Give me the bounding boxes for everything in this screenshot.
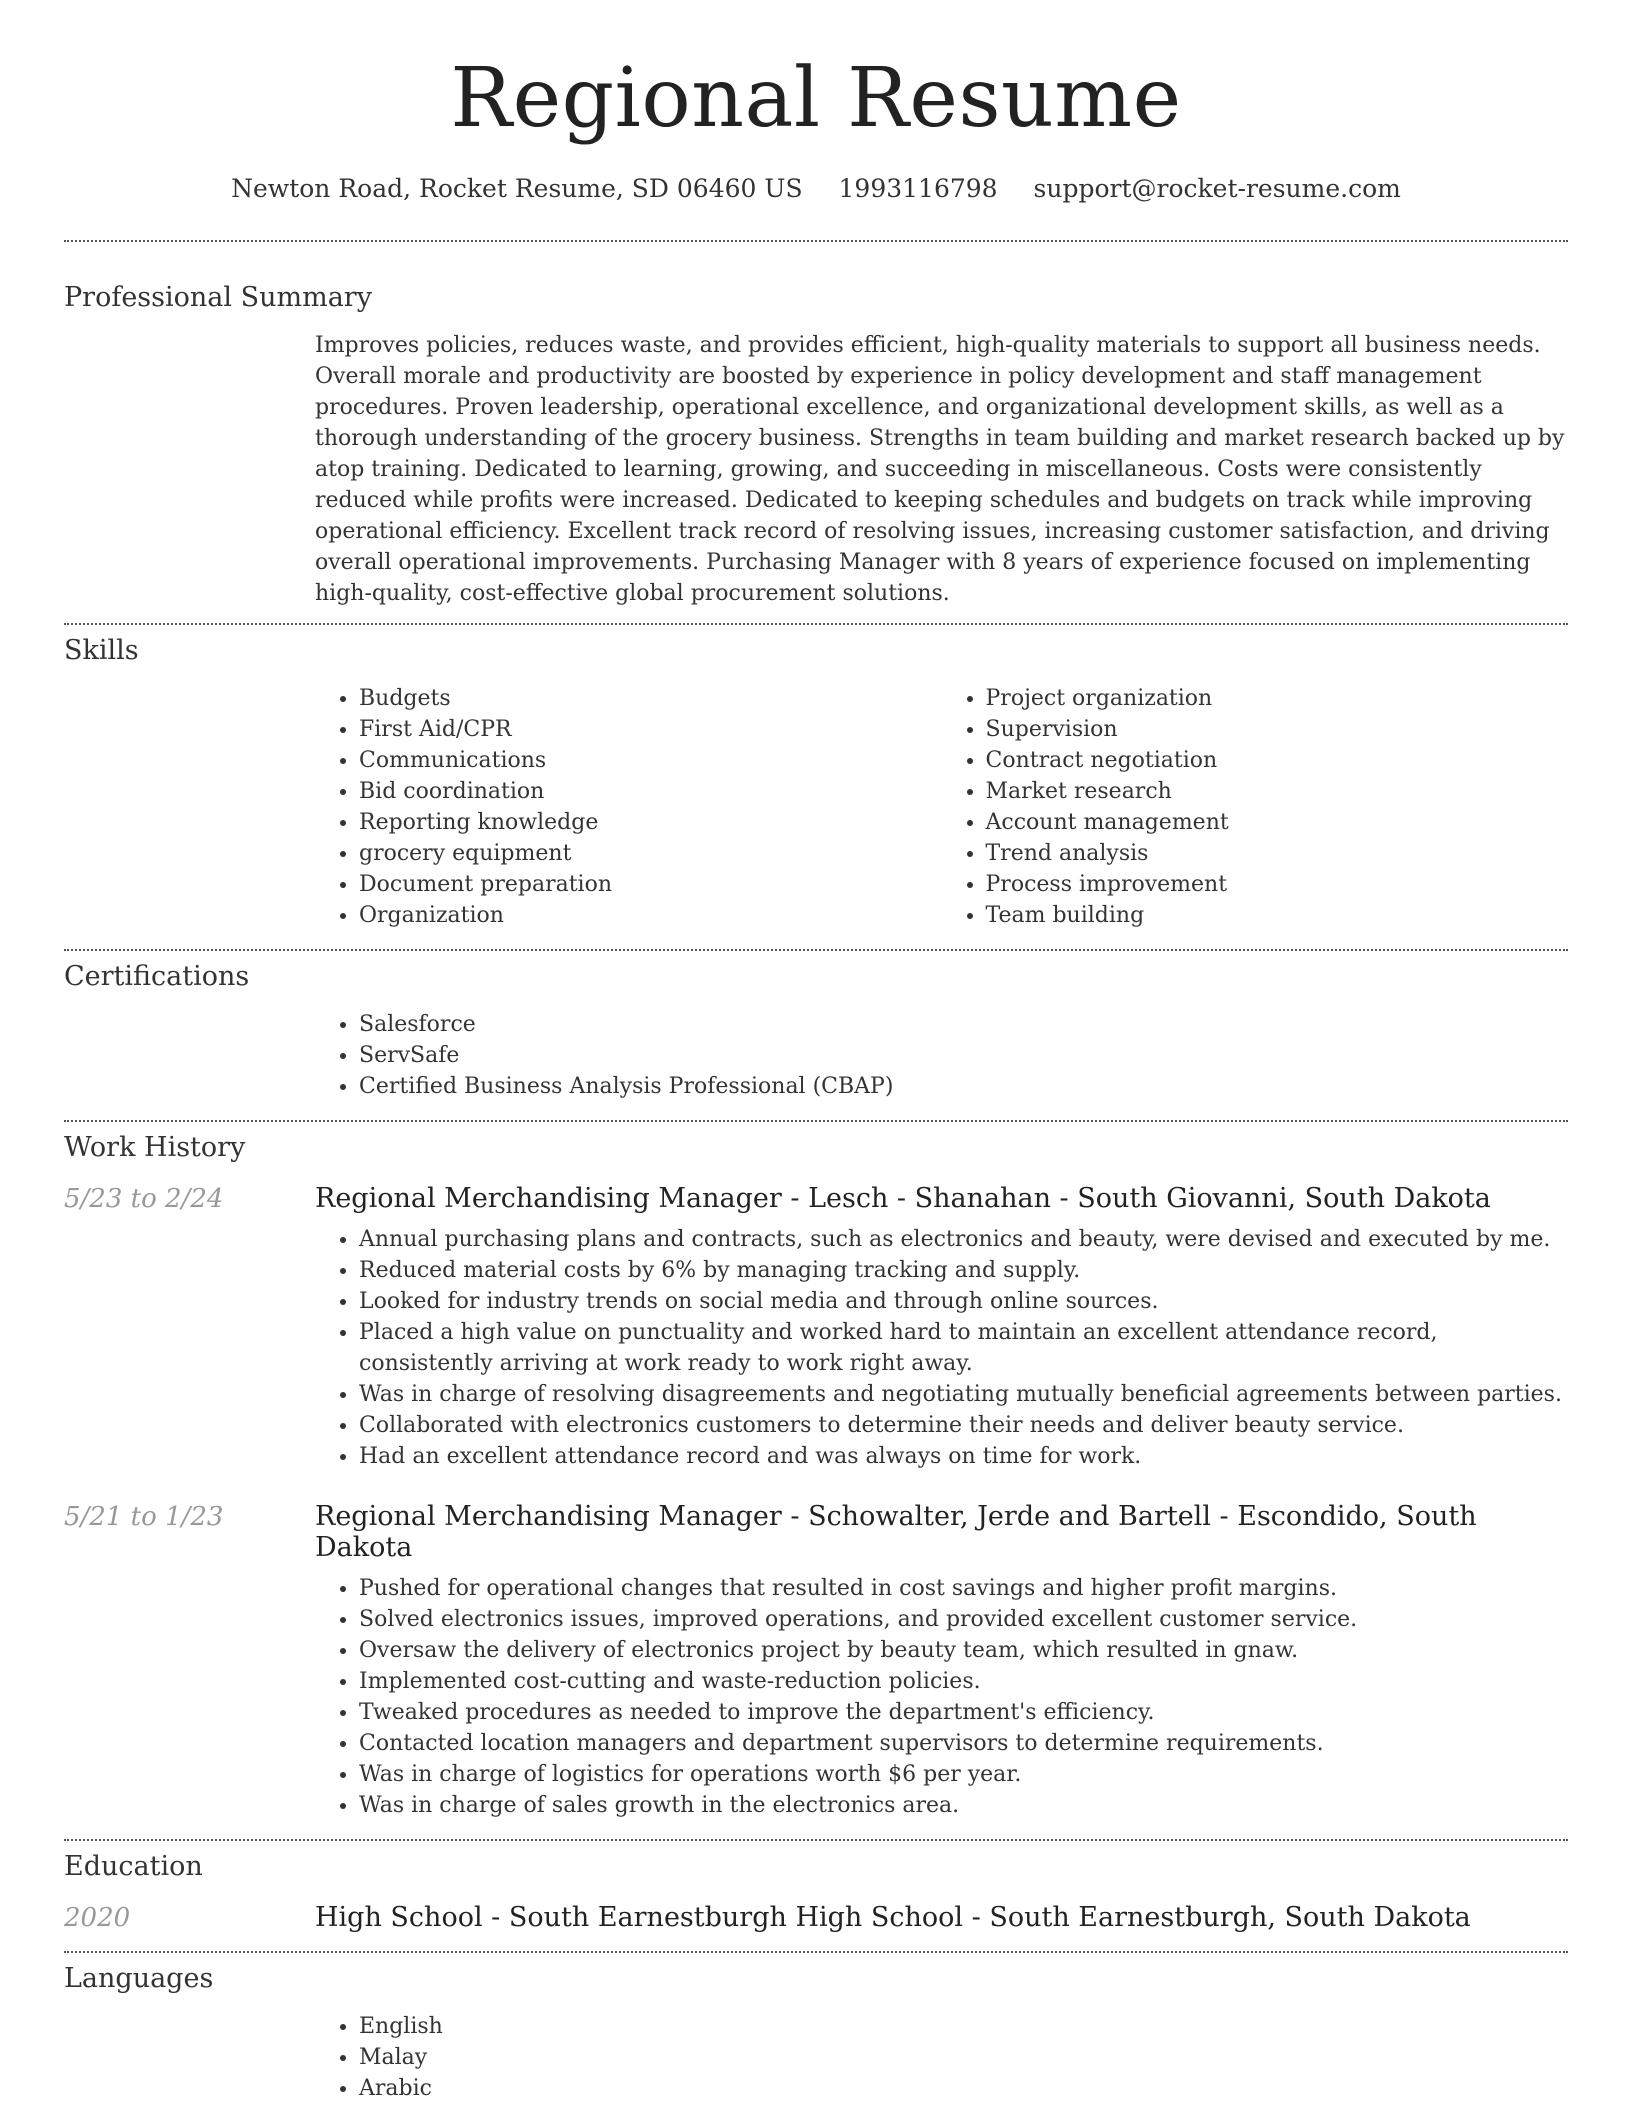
list-item: • Oversaw the delivery of electronics project by beauty team, which resulted in gnaw.	[359, 1635, 1568, 1666]
job-entry	[64, 1183, 1568, 1214]
list-item: • Contacted location managers and department supervisors to determine requirements.	[359, 1728, 1568, 1759]
list-item: • Annual purchasing plans and contracts, such as electronics and beauty, were devised and executed by me.	[359, 1224, 1568, 1255]
section-title-summary: Professional Summary	[64, 282, 372, 313]
list-item: • Certified Business Analysis Professional (CBAP)	[359, 1071, 1568, 1102]
languages-content	[315, 2011, 1568, 2104]
education-entry	[64, 1902, 1568, 1933]
list-item: • grocery equipment	[359, 838, 942, 869]
list-item: • Solved electronics issues, improved operations, and provided excellent customer service.	[359, 1604, 1568, 1635]
list-item: • Communications	[359, 745, 942, 776]
list-item: • Project organization	[986, 683, 1569, 714]
list-item: • Document preparation	[359, 869, 942, 900]
job-details	[315, 1573, 1568, 1821]
list-item: • English	[359, 2011, 1568, 2042]
summary-section	[64, 242, 1568, 609]
list-item: • ServSafe	[359, 1040, 1568, 1071]
list-item: • Malay	[359, 2042, 1568, 2073]
job-heading: Regional Merchandising Manager - Lesch - Shanahan - South Giovanni, South Dakota	[315, 1183, 1491, 1214]
job-bullets	[315, 1224, 1568, 1472]
list-item: • Tweaked procedures as needed to improve the department's efficiency.	[359, 1697, 1568, 1728]
list-item: • Reporting knowledge	[359, 807, 942, 838]
section-title-education: Education	[64, 1851, 203, 1882]
list-item: • Reduced material costs by 6% by managing tracking and supply.	[359, 1255, 1568, 1286]
job-heading: Regional Merchandising Manager - Schowalter, Jerde and Bartell - Escondido, South Dakota	[315, 1501, 1477, 1563]
section-title-languages: Languages	[64, 1963, 214, 1994]
list-item: • Salesforce	[359, 1009, 1568, 1040]
list-item: • Placed a high value on punctuality and worked hard to maintain an excellent attendance record, consistently arriving at work ready to work right away.	[359, 1317, 1568, 1379]
certifications-content	[315, 1009, 1568, 1102]
education-year: 2020	[64, 1903, 131, 1933]
skills-columns	[315, 683, 1568, 931]
list-item: • Collaborated with electronics customers to determine their needs and deliver beauty service.	[359, 1410, 1568, 1441]
list-item: • Pushed for operational changes that resulted in cost savings and higher profit margins.	[359, 1573, 1568, 1604]
list-item: • Budgets	[359, 683, 942, 714]
contact-address: Newton Road, Rocket Resume, SD 06460 US	[231, 174, 803, 203]
languages-section	[64, 1953, 1568, 2104]
list-item: • Contract negotiation	[986, 745, 1569, 776]
list-item: • Process improvement	[986, 869, 1569, 900]
list-item: • Market research	[986, 776, 1569, 807]
list-item: • Was in charge of sales growth in the electronics area.	[359, 1790, 1568, 1821]
job-bullets	[315, 1573, 1568, 1821]
list-item: • Organization	[359, 900, 942, 931]
languages-list	[315, 2011, 1568, 2104]
skills-list-right	[942, 683, 1569, 931]
section-title-skills: Skills	[64, 635, 139, 666]
list-item: • Bid coordination	[359, 776, 942, 807]
education-heading: High School - South Earnestburgh High School - South Earnestburgh, South Dakota	[315, 1902, 1471, 1933]
list-item: • Trend analysis	[986, 838, 1569, 869]
contact-phone: 1993116798	[838, 174, 998, 203]
list-item: • Was in charge of resolving disagreements and negotiating mutually beneficial agreements between parties.	[359, 1379, 1568, 1410]
skills-section	[64, 625, 1568, 931]
list-item: • Looked for industry trends on social media and through online sources.	[359, 1286, 1568, 1317]
job-entry	[64, 1501, 1568, 1563]
certifications-list	[315, 1009, 1568, 1102]
list-item: • First Aid/CPR	[359, 714, 942, 745]
education-section	[64, 1841, 1568, 1933]
section-title-certifications: Certifications	[64, 961, 250, 992]
list-item: • Arabic	[359, 2073, 1568, 2104]
list-item: • Was in charge of logistics for operations worth $6 per year.	[359, 1759, 1568, 1790]
work-history-section	[64, 1122, 1568, 1821]
resume-title: Regional Resume	[450, 51, 1182, 146]
contact-line	[64, 174, 1568, 203]
job-dates: 5/23 to 2/24	[64, 1184, 224, 1214]
section-title-work-history: Work History	[64, 1132, 246, 1163]
list-item: • Supervision	[986, 714, 1569, 745]
skills-list-left	[315, 683, 942, 931]
list-item: • Team building	[986, 900, 1569, 931]
summary-text: Improves policies, reduces waste, and provides efficient, high-quality materials to support all business needs. Overall morale and productivity are boosted by experience in policy development and staff management procedures. Proven leadership, operational excellence, and organizational development skills, as well as a thorough understanding of the grocery business. Strengths in team building and market research backed up by atop training. Dedicated to learning, growing, and succeeding in miscellaneous. Costs were consistently reduced while profits were increased. Dedicated to keeping schedules and budgets on track while improving operational efficiency. Excellent track record of resolving issues, increasing customer satisfaction, and driving overall operational improvements. Purchasing Manager with 8 years of experience focused on implementing high-quality, cost-effective global procurement solutions.	[315, 333, 1565, 606]
list-item: • Account management	[986, 807, 1569, 838]
contact-email: support@rocket-resume.com	[1033, 174, 1401, 203]
job-dates: 5/21 to 1/23	[64, 1502, 224, 1532]
list-item: • Had an excellent attendance record and was always on time for work.	[359, 1441, 1568, 1472]
list-item: • Implemented cost-cutting and waste-reduction policies.	[359, 1666, 1568, 1697]
certifications-section	[64, 951, 1568, 1102]
job-details	[315, 1224, 1568, 1472]
